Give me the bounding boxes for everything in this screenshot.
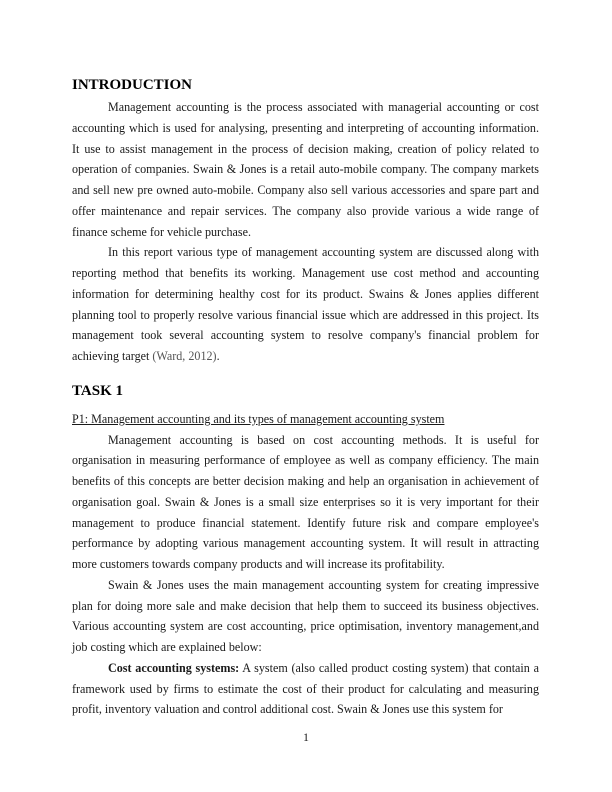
intro-paragraph-2-text: In this report various type of management accounting system are discussed along with reporting method that benefits its working. Management use cost method and accounting information for determining healthy cost for its product. Swains & Jones applies different planning tool to properly resolve various financial issue which are addressed in this project. Its management took several accounting system to resolve company's financial problem for achieving target — [72, 245, 539, 363]
cost-accounting-lead: Cost accounting systems: — [108, 660, 240, 675]
page-number: 1 — [303, 730, 309, 744]
intro-paragraph-1: Management accounting is the process associated with managerial accounting or cost accounting which is used for analysing, presenting and interpreting of accounting information. It use to assist management in the process of decision making, creation of policy related to operation of companies. Swain & Jones is a retail auto-mobile company. The company markets and sell new pre owned auto-mobile. Company also sell various accessories and spare part and offer maintenance and repair services. The company also provide various a wide range of finance scheme for vehicle purchase. — [72, 100, 539, 239]
cost-accounting-paragraph — [72, 658, 539, 720]
cost-accounting-text: A system (also called product costing system) that contain a framework used by firms to estimate the cost of their product for calculating and measuring profit, inventory valuation and control additional cost. Swain & Jones use this system for — [72, 660, 539, 717]
p1-subheading: P1: Management accounting and its types of management accounting system — [72, 411, 445, 426]
citation: (Ward, 2012) — [152, 349, 217, 363]
introduction-heading: INTRODUCTION — [72, 77, 193, 93]
page-content — [72, 75, 539, 720]
intro-paragraph-2 — [72, 242, 539, 367]
task-paragraph-2: Swain & Jones uses the main management accounting system for creating impressive plan for doing more sale and make decision that help them to succeed its business objectives. Various accounting system are cost accounting, price optimisation, inventory management,and job costing which are explained below: — [72, 577, 539, 654]
task-1-heading: TASK 1 — [72, 382, 123, 399]
task-paragraph-1: Management accounting is based on cost accounting methods. It is useful for organisation in measuring performance of employee as well as company efficiency. The main benefits of this concepts are better decision making and help an organisation in achievement of organisation goal. Swain & Jones is a small size enterprises so it is very important for their management to produce financial statement. Identify future risk and compare employee's performance by adopting various management accounting system. It will result in attracting more customers towards company products and will increase its profitability. — [72, 432, 539, 571]
intro-paragraph-2-end: . — [216, 349, 220, 363]
